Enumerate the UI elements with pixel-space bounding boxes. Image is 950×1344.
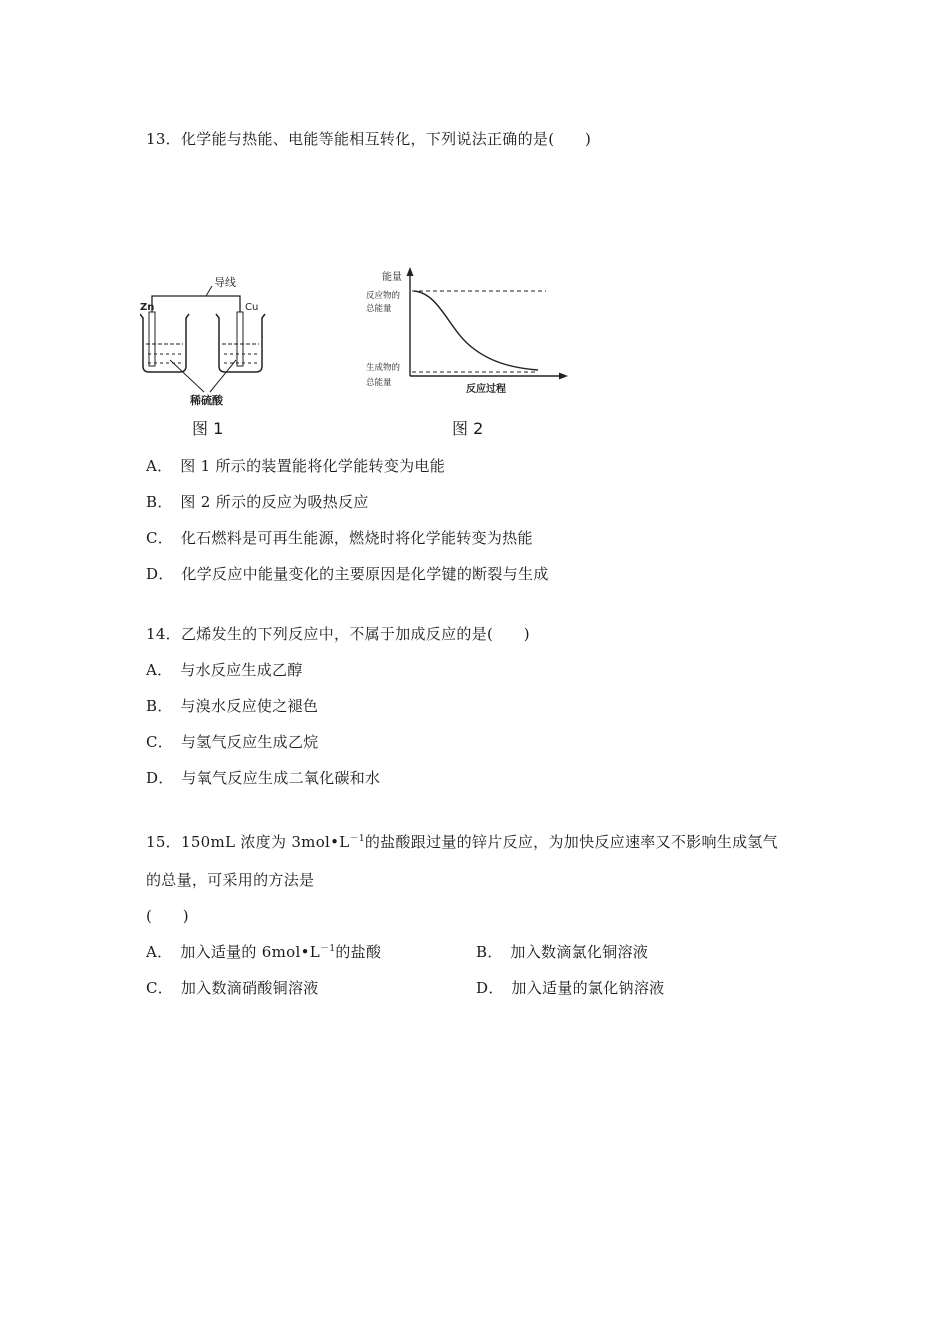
figure-1-galvanic-cell xyxy=(140,268,290,408)
figure-1-caption: 图 1 xyxy=(192,419,224,438)
q14-stem: 14．乙烯发生的下列反应中，不属于加成反应的是( ) xyxy=(146,625,530,643)
product-label-2: 总能量 xyxy=(366,378,392,388)
q15-option-a-part1: A． 加入适量的 6mol•L xyxy=(146,943,321,961)
q15-stem-part2: 的盐酸跟过量的锌片反应，为加快反应速率又不影响生成氢气 xyxy=(364,833,778,851)
solution-label: 稀硫酸 xyxy=(190,394,223,407)
q14-option-c: C． 与氢气反应生成乙烷 xyxy=(146,733,319,751)
q15-stem-line2: 的总量，可采用的方法是 xyxy=(146,871,315,889)
product-label-1: 生成物的 xyxy=(366,363,401,373)
q15-option-a-part2: 的盐酸 xyxy=(335,943,382,961)
q14-option-d: D． 与氧气反应生成二氧化碳和水 xyxy=(146,769,381,787)
q13-option-d: D． 化学反应中能量变化的主要原因是化学键的断裂与生成 xyxy=(146,565,549,583)
reactant-label-2: 总能量 xyxy=(366,304,392,314)
reaction-process-label: 反应过程 xyxy=(466,384,506,395)
zn-label: Zn xyxy=(140,302,155,313)
figure-2-caption: 图 2 xyxy=(452,419,484,438)
q14-option-a: A． 与水反应生成乙醇 xyxy=(146,661,303,679)
q13-option-a: A． 图 1 所示的装置能将化学能转变为电能 xyxy=(146,457,446,475)
q13-option-b: B． 图 2 所示的反应为吸热反应 xyxy=(146,493,369,511)
cu-label: Cu xyxy=(245,302,259,313)
q15-option-a-superscript: －1 xyxy=(320,944,336,954)
q13-stem: 13．化学能与热能、电能等能相互转化，下列说法正确的是( ) xyxy=(146,130,592,148)
reactant-label-1: 反应物的 xyxy=(366,291,401,301)
q15-stem xyxy=(146,831,778,852)
q15-option-c: C． 加入数滴硝酸铜溶液 xyxy=(146,979,319,997)
q15-option-a xyxy=(146,941,381,962)
q15-stem-superscript: －1 xyxy=(349,834,365,844)
q15-stem-part1: 15．150mL 浓度为 3mol•L xyxy=(146,833,350,851)
q15-option-b: B． 加入数滴氯化铜溶液 xyxy=(476,943,649,961)
figure-2-energy-diagram xyxy=(362,264,572,400)
q15-option-d: D． 加入适量的氯化钠溶液 xyxy=(476,979,665,997)
wire-label: 导线 xyxy=(214,276,236,289)
q15-answer-blank: ( ) xyxy=(146,907,189,925)
q13-option-c: C． 化石燃料是可再生能源，燃烧时将化学能转变为热能 xyxy=(146,529,533,547)
q14-option-b: B． 与溴水反应使之褪色 xyxy=(146,697,319,715)
energy-axis-label: 能量 xyxy=(382,272,402,283)
